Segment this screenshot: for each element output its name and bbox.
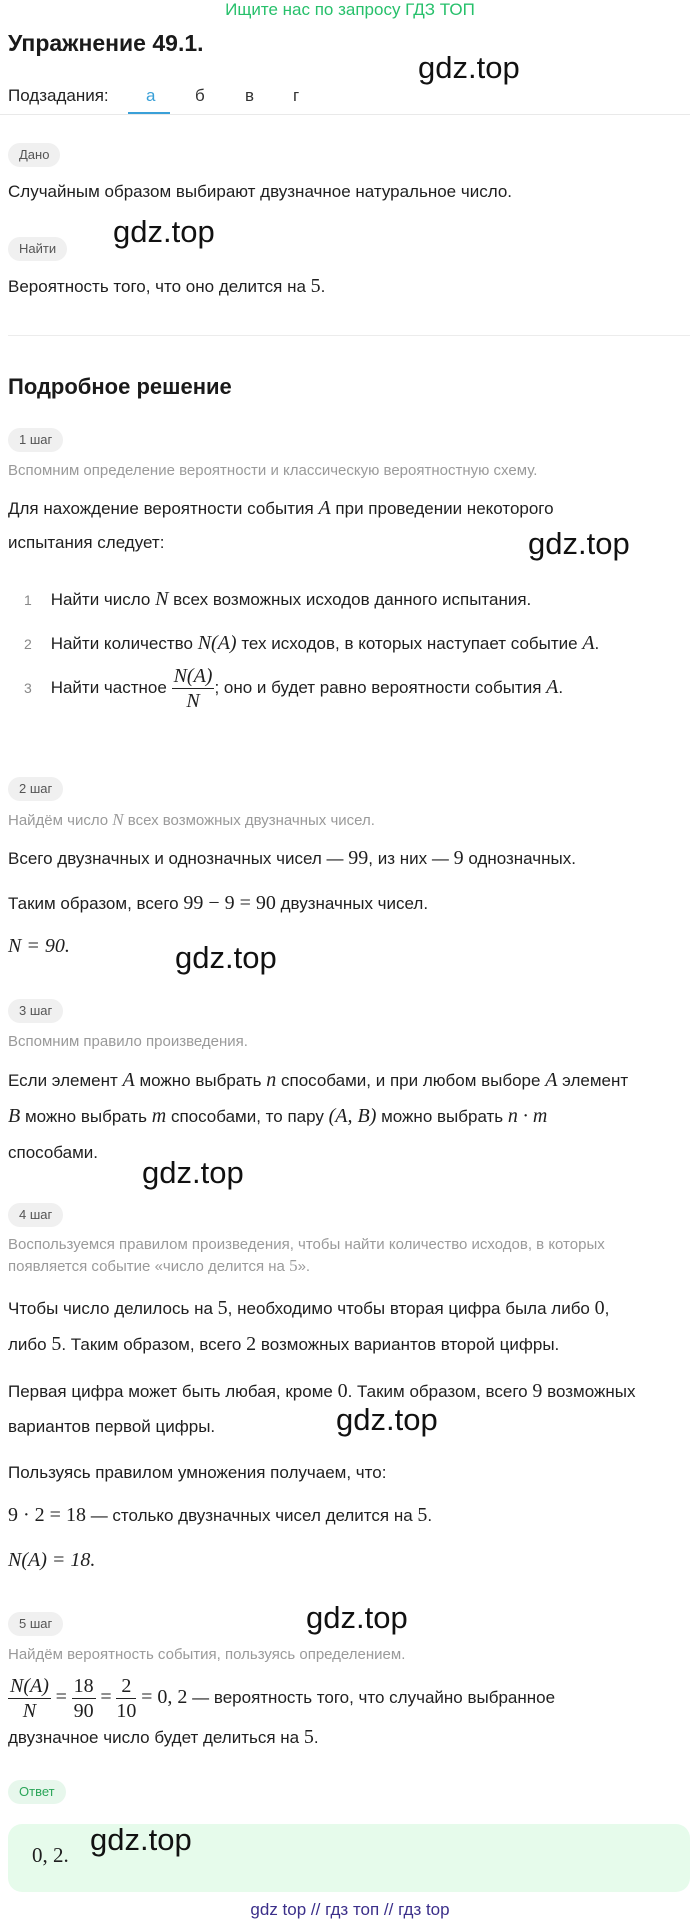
step-5-text: двузначное число будет делиться на 5.: [8, 1726, 319, 1748]
search-banner[interactable]: Ищите нас по запросу ГДЗ ТОП: [225, 0, 475, 19]
list-item: 3 Найти частное $\frac{N(A)}{N}$ ; оно и будет равно вероятности события A.: [24, 665, 564, 713]
subtask-tab-v[interactable]: в: [245, 86, 255, 105]
list-item: 1 Найти число N всех возможных исходов данного испытания.: [24, 588, 532, 610]
footer-links[interactable]: gdz top // гдз топ // гдз top: [250, 1900, 450, 1919]
step-4-formula: N(A) = 18.: [8, 1549, 96, 1571]
step-4-hint: появляется событие «число делится на 5».: [8, 1256, 311, 1275]
step-3-text: B можно выбрать m способами, то пару (A, B) можно выбрать n · m: [8, 1105, 548, 1127]
step-2-text: Таким образом, всего 99 − 9 = 90 двузначных чисел.: [8, 892, 429, 914]
answer-pill: Ответ: [8, 1780, 66, 1804]
step-2-text: Всего двузначных и однозначных чисел — 99, из них — 9 однозначных.: [8, 847, 576, 869]
given-text: Случайным образом выбирают двузначное натуральное число.: [8, 182, 512, 201]
step-1-text: Для нахождение вероятности события A при проведении некоторого: [8, 497, 554, 519]
watermark: gdz.top: [418, 50, 520, 85]
watermark: gdz.top: [336, 1402, 438, 1437]
section-divider: [8, 335, 690, 336]
list-item: 2 Найти количество N(A) тех исходов, в которых наступает событие A.: [24, 632, 600, 654]
watermark: gdz.top: [90, 1822, 192, 1857]
step-5-formula: $\frac{N(A)}{N}$ = $\frac{18}{90}$ = $\frac{2}{10}$ = 0, 2 — вероятность того, что случайно выбранное: [10, 1675, 556, 1723]
watermark: gdz.top: [306, 1600, 408, 1635]
solution-heading: Подробное решение: [8, 374, 232, 399]
answer-value: 0, 2.: [32, 1843, 69, 1867]
find-pill: Найти: [8, 237, 67, 261]
step-4-text: либо 5. Таким образом, всего 2 возможных вариантов второй цифры.: [8, 1333, 560, 1355]
step-2-formula: N = 90.: [8, 935, 70, 957]
step-2-hint: Найдём число N всех возможных двузначных чисел.: [8, 810, 375, 829]
subtasks-label: Подзадания:: [8, 86, 109, 105]
subtasks-divider: [0, 114, 690, 115]
subtask-tab-g[interactable]: г: [293, 86, 300, 105]
fraction: $\frac{N(A)}{N}$: [173, 665, 213, 713]
step-5-hint: Найдём вероятность события, пользуясь определением.: [8, 1646, 406, 1663]
step-3-pill: 3 шаг: [8, 999, 63, 1023]
step-4-text: 9 · 2 = 18 — столько двузначных чисел делится на 5.: [8, 1504, 433, 1526]
step-4-text: вариантов первой цифры.: [8, 1417, 216, 1436]
given-pill: Дано: [8, 143, 60, 167]
step-5-pill: 5 шаг: [8, 1612, 63, 1636]
step-4-text: Первая цифра может быть любая, кроме 0. Таким образом, всего 9 возможных: [8, 1380, 636, 1402]
step-3-text: Если элемент A можно выбрать n способами, и при любом выборе A элемент: [8, 1069, 629, 1091]
step-3-hint: Вспомним правило произведения.: [8, 1033, 248, 1050]
step-4-text: Пользуясь правилом умножения получаем, что:: [8, 1463, 387, 1482]
subtask-tab-b[interactable]: б: [195, 86, 205, 105]
find-text: Вероятность того, что оно делится на 5.: [8, 275, 326, 297]
step-4-pill: 4 шаг: [8, 1203, 63, 1227]
watermark: gdz.top: [175, 940, 277, 975]
subtask-tab-a[interactable]: а: [146, 86, 156, 105]
step-1-pill: 1 шаг: [8, 428, 63, 452]
watermark: gdz.top: [113, 214, 215, 249]
step-1-hint: Вспомним определение вероятности и классическую вероятностную схему.: [8, 462, 538, 479]
watermark: gdz.top: [142, 1155, 244, 1190]
step-2-pill: 2 шаг: [8, 777, 63, 801]
step-4-hint: Воспользуемся правилом произведения, чтобы найти количество исходов, в которых: [8, 1236, 605, 1253]
exercise-title: Упражнение 49.1.: [8, 30, 204, 56]
step-1-text-cont: испытания следует:: [8, 533, 165, 552]
step-3-text: способами.: [8, 1143, 99, 1162]
step-4-text: Чтобы число делилось на 5, необходимо чтобы вторая цифра была либо 0,: [8, 1297, 610, 1319]
watermark: gdz.top: [528, 526, 630, 561]
